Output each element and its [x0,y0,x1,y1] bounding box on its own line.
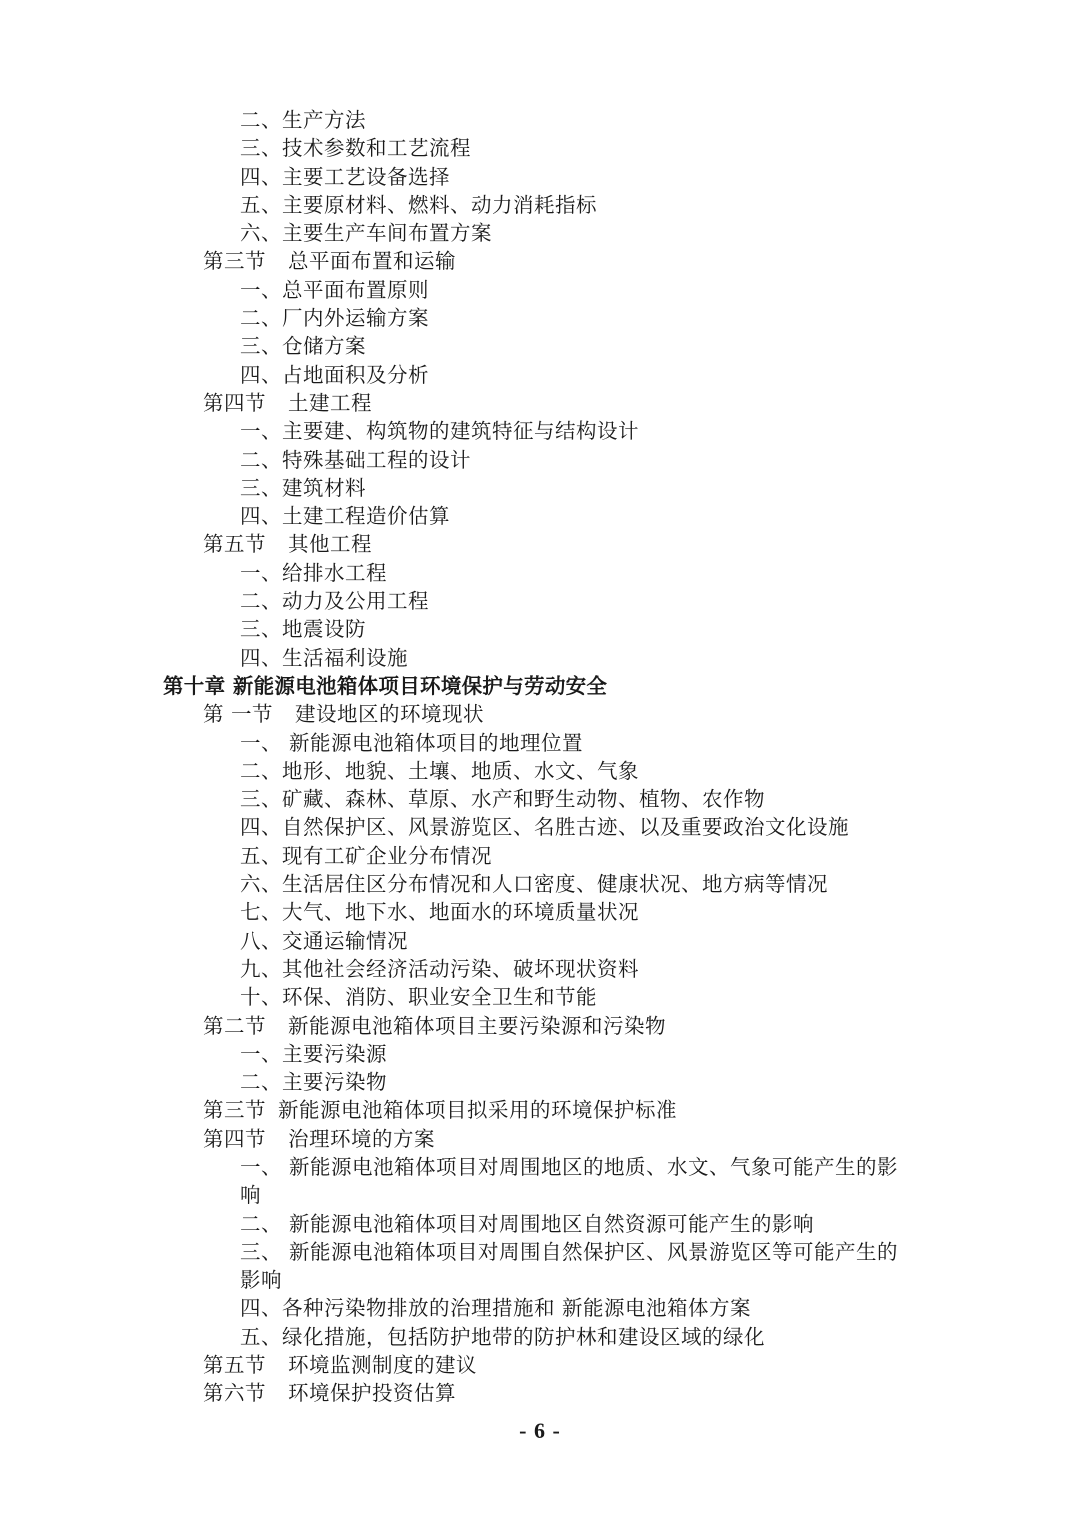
section-title: 治理环境的方案 [288,1126,435,1151]
section-label: 第 一节 [203,702,274,727]
toc-item: 二、动力及公用工程 [240,589,429,614]
section-title: 环境监测制度的建议 [288,1353,477,1378]
toc-item: 七、大气、地下水、地面水的环境质量状况 [240,900,639,925]
toc-section-entry [0,1351,1080,1379]
section-label: 第三节 [203,249,266,274]
toc-item: 二、厂内外运输方案 [240,306,429,331]
toc-item: 二、特殊基础工程的设计 [240,447,471,472]
section-title: 土建工程 [288,390,372,415]
toc-item: 四、占地面积及分析 [240,362,429,387]
toc-item: 六、生活居住区分布情况和人口密度、健康状况、地方病等情况 [240,872,828,897]
toc-item: 四、各种污染物排放的治理措施和 新能源电池箱体方案 [240,1296,752,1321]
toc-item: 二、主要污染物 [240,1070,387,1095]
section-title: 新能源电池箱体项目主要污染源和污染物 [288,1013,666,1038]
toc-item: 五、现有工矿企业分布情况 [240,843,492,868]
toc-item: 影响 [240,1268,282,1293]
toc-item: 一、给排水工程 [240,560,387,585]
toc-item: 四、土建工程造价估算 [240,504,450,529]
toc-item: 八、交通运输情况 [240,928,408,953]
toc-section-entry [0,700,1080,728]
toc-item: 三、矿藏、森林、草原、水产和野生动物、植物、农作物 [240,787,765,812]
section-label: 第三节 [203,1098,266,1123]
toc-item: 二、地形、地貌、土壤、地质、水文、气象 [240,758,639,783]
toc-item: 四、自然保护区、风景游览区、名胜古迹、以及重要政治文化设施 [240,815,849,840]
toc-section-entry [0,530,1080,558]
toc-section-entry [0,1379,1080,1407]
toc-item: 一、 新能源电池箱体项目对周围地区的地质、水文、气象可能产生的影 [240,1154,899,1179]
toc-item: 三、 新能源电池箱体项目对周围自然保护区、风景游览区等可能产生的 [240,1239,899,1264]
section-label: 第四节 [203,1126,266,1151]
section-label: 第二节 [203,1013,266,1038]
toc-item: 六、主要生产车间布置方案 [240,221,492,246]
section-title: 建设地区的环境现状 [295,702,485,727]
table-of-contents [0,106,1080,1408]
toc-item: 五、主要原材料、燃料、动力消耗指标 [240,192,597,217]
section-label: 第五节 [203,1353,266,1378]
page-number: - 6 - [519,1418,561,1443]
toc-item: 三、地震设防 [240,617,366,642]
toc-item: 三、仓储方案 [240,334,366,359]
toc-item: 一、 新能源电池箱体项目的地理位置 [240,730,584,755]
section-label: 第六节 [203,1381,266,1406]
toc-item: 三、建筑材料 [240,475,366,500]
toc-section-entry [0,389,1080,417]
toc-item: 十、环保、消防、职业安全卫生和节能 [240,985,597,1010]
toc-item: 四、主要工艺设备选择 [240,164,450,189]
toc-section-entry [0,1096,1080,1124]
section-label: 第五节 [203,532,266,557]
toc-item: 响 [240,1183,261,1208]
toc-section-entry [0,1012,1080,1040]
toc-item: 五、绿化措施，包括防护地带的防护林和建设区域的绿化 [240,1324,765,1349]
toc-item: 四、生活福利设施 [240,645,408,670]
toc-chapter-heading: 第十章 新能源电池箱体项目环境保护与劳动安全 [163,673,608,698]
section-title: 环境保护投资估算 [288,1381,456,1406]
section-label: 第四节 [203,390,266,415]
toc-item: 一、主要建、构筑物的建筑特征与结构设计 [240,419,639,444]
section-title: 其他工程 [288,532,372,557]
section-title: 新能源电池箱体项目拟采用的环境保护标准 [278,1098,677,1123]
toc-item: 九、其他社会经济活动污染、破坏现状资料 [240,956,639,981]
toc-item: 三、技术参数和工艺流程 [240,136,471,161]
toc-section-entry [0,247,1080,275]
toc-item: 一、总平面布置原则 [240,277,429,302]
toc-item: 一、主要污染源 [240,1041,387,1066]
toc-item: 二、 新能源电池箱体项目对周围地区自然资源可能产生的影响 [240,1211,815,1236]
section-title: 总平面布置和运输 [288,249,456,274]
toc-item: 二、生产方法 [240,108,366,132]
toc-section-entry [0,1125,1080,1153]
